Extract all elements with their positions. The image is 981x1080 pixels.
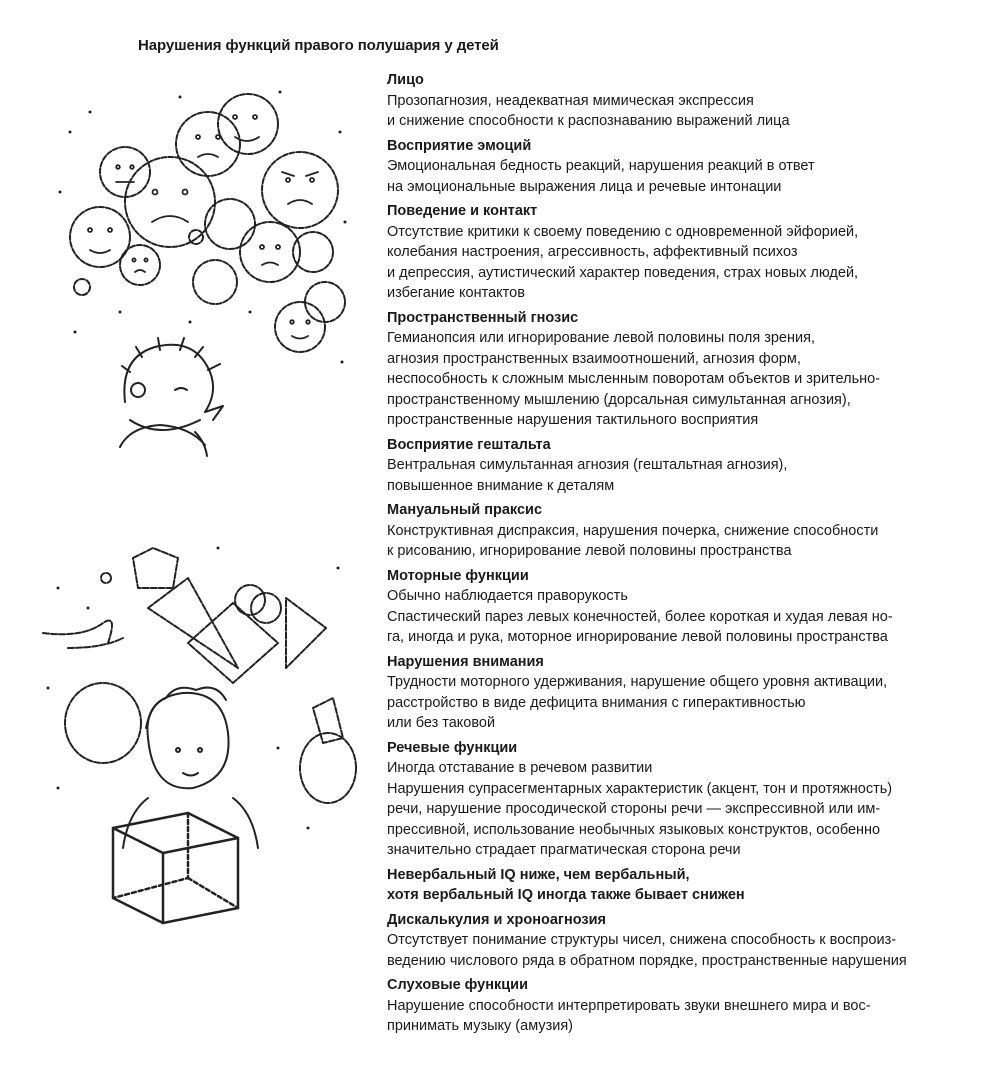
section-text: или без таковой: [387, 715, 496, 731]
section-text: прессивной, использование необычных языковых конструктов, особенно: [387, 821, 881, 838]
section-title: Пространственный гнозис: [387, 309, 579, 326]
section-text: ведению числового ряда в обратном порядке, пространственные нарушения: [387, 952, 907, 969]
section-title: Восприятие гештальта: [387, 436, 551, 453]
section-text: значительно страдает прагматическая сторона речи: [387, 842, 741, 858]
section-manual-praxis: [387, 500, 957, 562]
section-text: Прозопагнозия, неадекватная мимическая экспрессия: [387, 92, 754, 109]
cube: [113, 813, 238, 923]
child-figure: [123, 688, 258, 848]
section-text: и депрессия, аутистический характер поведения, страх новых людей,: [387, 264, 859, 281]
section-text: и снижение способности к распознаванию выражений лица: [387, 113, 790, 129]
section-behavior-contact: [387, 201, 957, 304]
section-speech-functions: [387, 738, 957, 861]
section-text: повышенное внимание к деталям: [387, 477, 615, 494]
section-text: Трудности моторного удерживания, нарушение общего уровня активации,: [387, 674, 888, 690]
section-text: колебания настроения, агрессивность, аффективный психоз: [387, 244, 798, 260]
section-text: Обычно наблюдается праворукость: [387, 588, 628, 604]
section-title: Восприятие эмоций: [387, 137, 532, 154]
section-title: Лицо: [387, 72, 424, 88]
section-text: Эмоциональная бедность реакций, нарушения реакций в ответ: [387, 158, 815, 174]
section-title: Нарушения внимания: [387, 653, 544, 670]
section-gestalt-perception: [387, 435, 957, 497]
floating-shapes: [43, 548, 356, 803]
page-title: Нарушения функций правого полушария у детей: [138, 37, 499, 54]
section-text: речи, нарушение просодической стороны речи — экспрессивной или им-: [387, 801, 881, 817]
section-text: Отсутствует понимание структуры чисел, снижена способность к воспроиз-: [387, 932, 897, 948]
section-text: избегание контактов: [387, 285, 525, 301]
section-text: Вентральная симультанная агнозия (гештальтная агнозия),: [387, 457, 788, 473]
section-text: Нарушения супрасегментарных характеристик (акцент, тон и протяжность): [387, 780, 893, 797]
section-text: неспособность к сложным мысленным поворотам объектов и зрительно-: [387, 371, 881, 387]
section-attention: [387, 652, 957, 734]
shapes-cube-illustration: [28, 528, 358, 928]
section-auditory-functions: [387, 975, 957, 1037]
section-text: на эмоциональные выражения лица и речевые интонации: [387, 178, 782, 195]
section-text: Иногда отставание в речевом развитии: [387, 760, 653, 776]
section-text: пространственному мышлению (дорсальная симультанная агнозия),: [387, 391, 851, 408]
section-text: принимать музыку (амузия): [387, 1018, 574, 1034]
section-spatial-gnosis: [387, 308, 957, 431]
section-title: Слуховые функции: [387, 977, 528, 993]
section-motor-functions: [387, 566, 957, 648]
section-face: [387, 70, 957, 132]
section-text: Нарушение способности интерпретировать звуки внешнего мира и вос-: [387, 997, 871, 1014]
section-text: к рисованию, игнорирование левой половины пространства: [387, 543, 792, 559]
section-text: расстройство в виде дефицита внимания с гиперактивностью: [387, 694, 806, 711]
section-text: га, иногда и рука, моторное игнорирование левой половины пространства: [387, 629, 888, 645]
face-bubbles-illustration: [30, 72, 360, 472]
section-title: Моторные функции: [387, 567, 529, 584]
section-dyscalculia: [387, 910, 957, 972]
face-bubble: [70, 94, 345, 352]
section-text: пространственные нарушения тактильного восприятия: [387, 412, 759, 428]
section-title: Речевые функции: [387, 739, 518, 756]
sections-list: [387, 70, 957, 1041]
section-title: Дискалькулия и хроноагнозия: [387, 911, 606, 928]
section-text: Отсутствие критики к своему поведению с одновременной эйфорией,: [387, 223, 859, 240]
section-title: Мануальный праксис: [387, 502, 543, 518]
child-figure: [120, 338, 223, 456]
section-title: Невербальный IQ ниже, чем вербальный, хотя вербальный IQ иногда также бывает снижен: [387, 866, 745, 903]
section-title: Поведение и контакт: [387, 203, 538, 219]
section-nonverbal-iq: [387, 865, 957, 906]
section-text: агнозия пространственных взаимоотношений, агнозия форм,: [387, 350, 801, 367]
section-text: Спастический парез левых конечностей, более короткая и худая левая но-: [387, 608, 893, 625]
section-emotion-perception: [387, 136, 957, 198]
section-text: Конструктивная диспраксия, нарушения почерка, снижение способности: [387, 522, 879, 539]
face-features: [88, 115, 318, 339]
section-text: Гемианопсия или игнорирование левой половины поля зрения,: [387, 330, 815, 346]
